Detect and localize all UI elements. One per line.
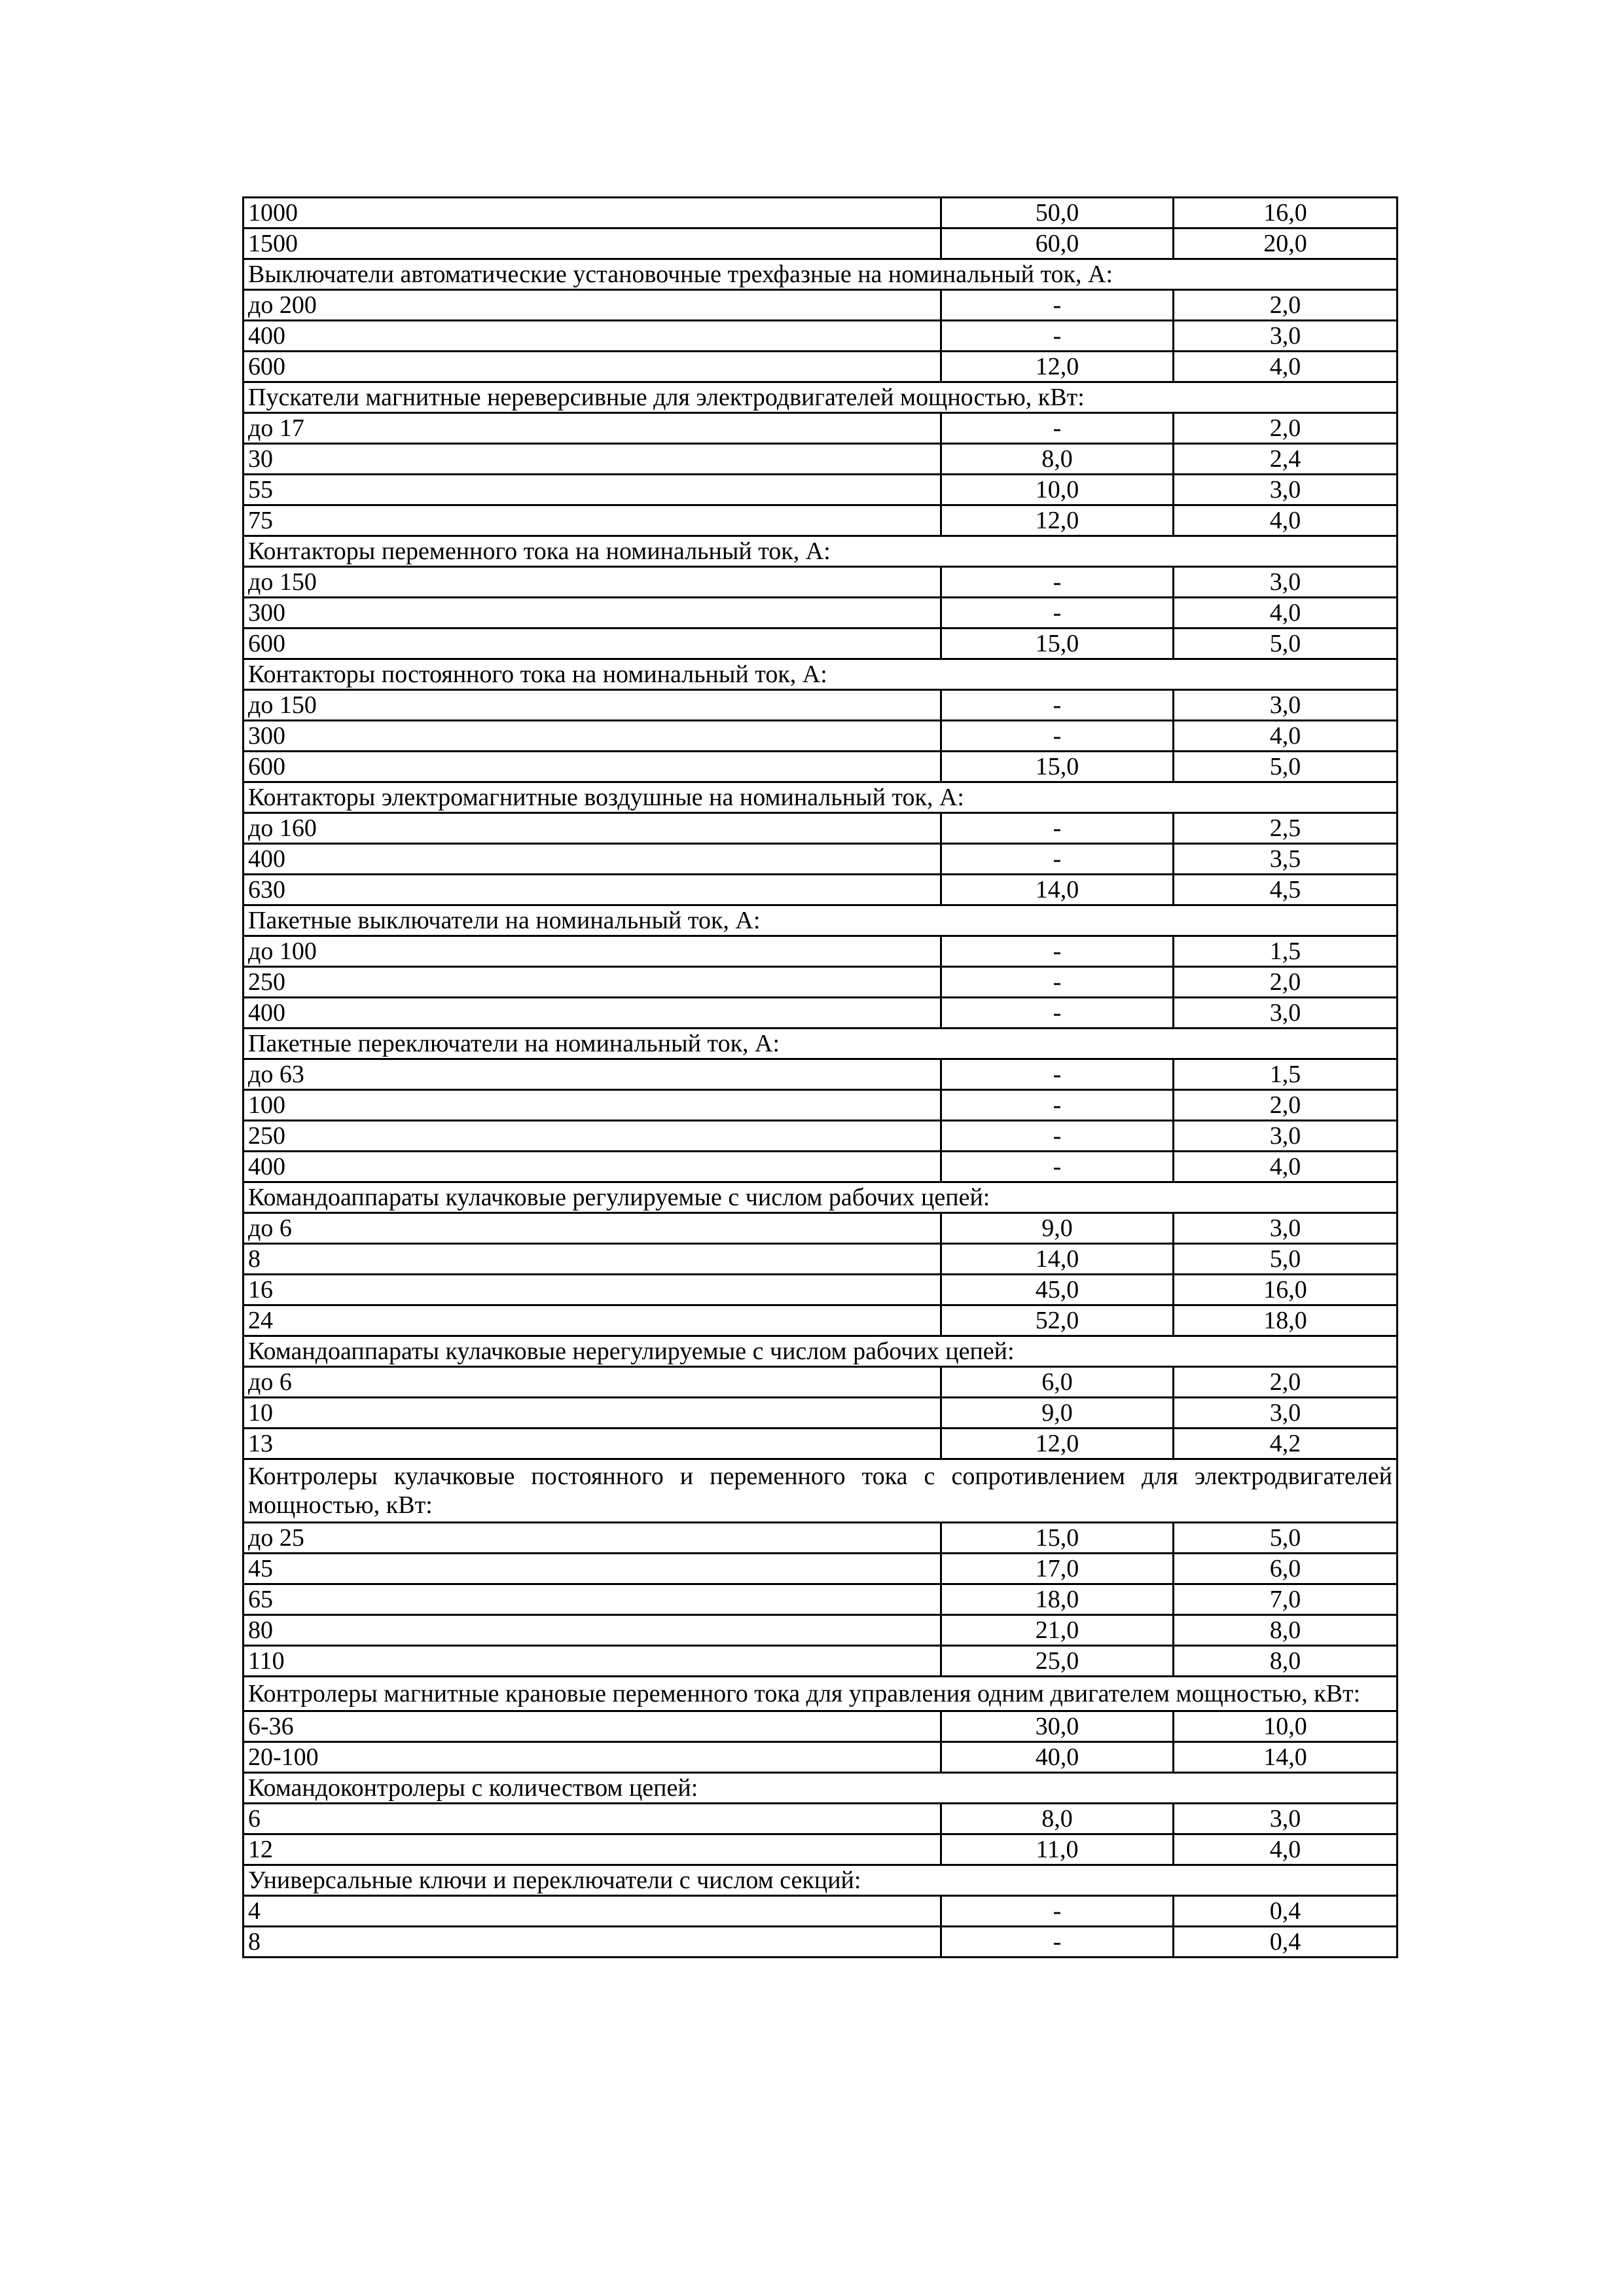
value-b-cell: 3,0 [1174, 1121, 1398, 1152]
table-row [244, 752, 1398, 782]
rating-cell: 30 [244, 444, 941, 475]
value-b-cell: 3,0 [1174, 1398, 1398, 1429]
table-row [244, 1305, 1398, 1336]
table-row [244, 629, 1398, 659]
value-b-cell: 3,0 [1174, 321, 1398, 352]
section-header-row [244, 1459, 1398, 1523]
rating-cell: до 150 [244, 690, 941, 721]
rating-cell: 20-100 [244, 1742, 941, 1773]
rating-cell: 24 [244, 1305, 941, 1336]
value-b-cell: 5,0 [1174, 1523, 1398, 1554]
value-b-cell: 3,0 [1174, 690, 1398, 721]
value-b-cell: 1,5 [1174, 1059, 1398, 1090]
section-title: Выключатели автоматические установочные трехфазные на номинальный ток, А: [244, 259, 1398, 290]
value-a-cell: 8,0 [941, 444, 1174, 475]
rating-cell: 400 [244, 844, 941, 875]
table-row [244, 721, 1398, 752]
value-b-cell: 4,0 [1174, 721, 1398, 752]
value-a-cell: - [941, 290, 1174, 321]
value-b-cell: 2,5 [1174, 813, 1398, 844]
rating-cell: до 150 [244, 567, 941, 598]
section-title: Контакторы постоянного тока на номинальный ток, А: [244, 659, 1398, 690]
rating-cell: до 63 [244, 1059, 941, 1090]
section-header-row [244, 1182, 1398, 1213]
rating-cell: 630 [244, 875, 941, 905]
rating-cell: 1500 [244, 228, 941, 259]
value-a-cell: - [941, 1927, 1174, 1958]
value-a-cell: - [941, 598, 1174, 629]
value-a-cell: - [941, 936, 1174, 967]
table-row [244, 1121, 1398, 1152]
table-row [244, 290, 1398, 321]
value-a-cell: 15,0 [941, 1523, 1174, 1554]
rating-cell: 1000 [244, 198, 941, 228]
rating-cell: 250 [244, 967, 941, 998]
table-row [244, 936, 1398, 967]
value-a-cell: - [941, 690, 1174, 721]
section-header-row [244, 1865, 1398, 1896]
table-row [244, 1429, 1398, 1459]
table-row [244, 1398, 1398, 1429]
rating-cell: 300 [244, 721, 941, 752]
table-row [244, 844, 1398, 875]
value-b-cell: 4,2 [1174, 1429, 1398, 1459]
value-b-cell: 4,5 [1174, 875, 1398, 905]
value-a-cell: - [941, 321, 1174, 352]
table-row [244, 352, 1398, 382]
value-a-cell: 10,0 [941, 475, 1174, 505]
section-title: Командоаппараты кулачковые нерегулируемые с числом рабочих цепей: [244, 1336, 1398, 1367]
value-b-cell: 2,0 [1174, 967, 1398, 998]
rating-cell: 55 [244, 475, 941, 505]
rating-cell: 8 [244, 1244, 941, 1275]
rating-cell: 8 [244, 1927, 941, 1958]
rating-cell: 45 [244, 1554, 941, 1584]
rating-cell: 110 [244, 1646, 941, 1677]
section-header-row [244, 1677, 1398, 1711]
section-title: Универсальные ключи и переключатели с числом секций: [244, 1865, 1398, 1896]
section-title: Командоконтролеры с количеством цепей: [244, 1773, 1398, 1804]
rating-cell: 600 [244, 752, 941, 782]
rating-cell: 400 [244, 998, 941, 1029]
rating-cell: 16 [244, 1275, 941, 1305]
value-b-cell: 4,0 [1174, 352, 1398, 382]
rating-cell: до 17 [244, 413, 941, 444]
value-b-cell: 4,0 [1174, 1152, 1398, 1182]
section-header-row [244, 1336, 1398, 1367]
equipment-table [242, 196, 1398, 1958]
value-a-cell: 17,0 [941, 1554, 1174, 1584]
value-b-cell: 0,4 [1174, 1896, 1398, 1927]
section-title: Командоаппараты кулачковые регулируемые с числом рабочих цепей: [244, 1182, 1398, 1213]
value-a-cell: 11,0 [941, 1834, 1174, 1865]
rating-cell: 600 [244, 629, 941, 659]
rating-cell: 65 [244, 1584, 941, 1615]
value-b-cell: 2,0 [1174, 290, 1398, 321]
value-b-cell: 4,0 [1174, 505, 1398, 536]
value-a-cell: 6,0 [941, 1367, 1174, 1398]
value-a-cell: 60,0 [941, 228, 1174, 259]
table-row [244, 505, 1398, 536]
table-row [244, 690, 1398, 721]
section-title: Пакетные выключатели на номинальный ток, А: [244, 905, 1398, 936]
value-b-cell: 3,0 [1174, 1804, 1398, 1834]
value-b-cell: 7,0 [1174, 1584, 1398, 1615]
rating-cell: 80 [244, 1615, 941, 1646]
value-b-cell: 2,0 [1174, 1090, 1398, 1121]
rating-cell: 100 [244, 1090, 941, 1121]
value-a-cell: 14,0 [941, 875, 1174, 905]
table-row [244, 598, 1398, 629]
rating-cell: 4 [244, 1896, 941, 1927]
rating-cell: 75 [244, 505, 941, 536]
value-a-cell: - [941, 1152, 1174, 1182]
value-b-cell: 4,0 [1174, 1834, 1398, 1865]
rating-cell: 400 [244, 1152, 941, 1182]
table-row [244, 321, 1398, 352]
section-title: Пускатели магнитные нереверсивные для электродвигателей мощностью, кВт: [244, 382, 1398, 413]
table-row [244, 228, 1398, 259]
table-body [244, 198, 1398, 1958]
table-row [244, 1090, 1398, 1121]
value-a-cell: 21,0 [941, 1615, 1174, 1646]
rating-cell: 400 [244, 321, 941, 352]
value-b-cell: 18,0 [1174, 1305, 1398, 1336]
section-header-row [244, 259, 1398, 290]
section-title: Пакетные переключатели на номинальный ток, А: [244, 1029, 1398, 1059]
rating-cell: до 100 [244, 936, 941, 967]
section-title: Контролеры магнитные крановые переменного тока для управления одним двигателем мощностью, кВт: [244, 1677, 1398, 1711]
value-a-cell: 40,0 [941, 1742, 1174, 1773]
section-header-row [244, 1029, 1398, 1059]
rating-cell: до 6 [244, 1213, 941, 1244]
value-a-cell: 14,0 [941, 1244, 1174, 1275]
value-b-cell: 8,0 [1174, 1615, 1398, 1646]
value-b-cell: 8,0 [1174, 1646, 1398, 1677]
table-row [244, 1584, 1398, 1615]
table-row [244, 1523, 1398, 1554]
table-row [244, 444, 1398, 475]
value-a-cell: - [941, 721, 1174, 752]
value-a-cell: 9,0 [941, 1213, 1174, 1244]
section-header-row [244, 382, 1398, 413]
rating-cell: 300 [244, 598, 941, 629]
table-row [244, 198, 1398, 228]
value-a-cell: - [941, 1896, 1174, 1927]
value-a-cell: 18,0 [941, 1584, 1174, 1615]
value-b-cell: 2,0 [1174, 413, 1398, 444]
table-row [244, 1244, 1398, 1275]
value-b-cell: 3,0 [1174, 475, 1398, 505]
value-b-cell: 2,4 [1174, 444, 1398, 475]
value-a-cell: 12,0 [941, 352, 1174, 382]
table-row [244, 1804, 1398, 1834]
table-row [244, 1896, 1398, 1927]
value-b-cell: 6,0 [1174, 1554, 1398, 1584]
value-b-cell: 3,0 [1174, 998, 1398, 1029]
value-a-cell: - [941, 1121, 1174, 1152]
value-b-cell: 1,5 [1174, 936, 1398, 967]
value-a-cell: - [941, 844, 1174, 875]
section-header-row [244, 782, 1398, 813]
table-row [244, 1367, 1398, 1398]
table-row [244, 1834, 1398, 1865]
value-a-cell: - [941, 998, 1174, 1029]
table-row [244, 413, 1398, 444]
table-row [244, 1615, 1398, 1646]
value-b-cell: 5,0 [1174, 1244, 1398, 1275]
table-row [244, 967, 1398, 998]
value-b-cell: 16,0 [1174, 1275, 1398, 1305]
table-row [244, 1646, 1398, 1677]
table-row [244, 1059, 1398, 1090]
value-b-cell: 3,0 [1174, 567, 1398, 598]
section-header-row [244, 659, 1398, 690]
section-title: Контролеры кулачковые постоянного и переменного тока с сопротивлением для электродвигателей мощностью, кВт: [244, 1459, 1398, 1523]
value-a-cell: - [941, 1059, 1174, 1090]
section-title: Контакторы переменного тока на номинальный ток, А: [244, 536, 1398, 567]
rating-cell: 6-36 [244, 1711, 941, 1742]
value-b-cell: 0,4 [1174, 1927, 1398, 1958]
value-a-cell: - [941, 1090, 1174, 1121]
rating-cell: до 25 [244, 1523, 941, 1554]
value-b-cell: 14,0 [1174, 1742, 1398, 1773]
value-a-cell: 52,0 [941, 1305, 1174, 1336]
rating-cell: 12 [244, 1834, 941, 1865]
table-row [244, 1554, 1398, 1584]
value-b-cell: 5,0 [1174, 629, 1398, 659]
section-header-row [244, 1773, 1398, 1804]
value-a-cell: 12,0 [941, 1429, 1174, 1459]
value-a-cell: 25,0 [941, 1646, 1174, 1677]
value-b-cell: 16,0 [1174, 198, 1398, 228]
value-b-cell: 20,0 [1174, 228, 1398, 259]
value-a-cell: 15,0 [941, 629, 1174, 659]
section-header-row [244, 536, 1398, 567]
value-b-cell: 4,0 [1174, 598, 1398, 629]
value-a-cell: 8,0 [941, 1804, 1174, 1834]
section-title: Контакторы электромагнитные воздушные на номинальный ток, А: [244, 782, 1398, 813]
value-a-cell: - [941, 413, 1174, 444]
value-a-cell: 12,0 [941, 505, 1174, 536]
value-b-cell: 3,0 [1174, 1213, 1398, 1244]
table-row [244, 1711, 1398, 1742]
value-a-cell: 50,0 [941, 198, 1174, 228]
table-row [244, 875, 1398, 905]
rating-cell: 600 [244, 352, 941, 382]
table-row [244, 567, 1398, 598]
value-a-cell: 45,0 [941, 1275, 1174, 1305]
rating-cell: 13 [244, 1429, 941, 1459]
rating-cell: до 160 [244, 813, 941, 844]
table-row [244, 1742, 1398, 1773]
rating-cell: до 200 [244, 290, 941, 321]
rating-cell: до 6 [244, 1367, 941, 1398]
rating-cell: 6 [244, 1804, 941, 1834]
value-b-cell: 10,0 [1174, 1711, 1398, 1742]
value-b-cell: 2,0 [1174, 1367, 1398, 1398]
value-a-cell: - [941, 813, 1174, 844]
value-a-cell: - [941, 567, 1174, 598]
value-a-cell: 9,0 [941, 1398, 1174, 1429]
table-row [244, 1152, 1398, 1182]
value-a-cell: - [941, 967, 1174, 998]
section-header-row [244, 905, 1398, 936]
value-a-cell: 15,0 [941, 752, 1174, 782]
table-row [244, 1927, 1398, 1958]
table-row [244, 475, 1398, 505]
table-row [244, 1275, 1398, 1305]
table-row [244, 813, 1398, 844]
value-a-cell: 30,0 [941, 1711, 1174, 1742]
table-row [244, 998, 1398, 1029]
table-row [244, 1213, 1398, 1244]
value-b-cell: 5,0 [1174, 752, 1398, 782]
rating-cell: 250 [244, 1121, 941, 1152]
rating-cell: 10 [244, 1398, 941, 1429]
value-b-cell: 3,5 [1174, 844, 1398, 875]
